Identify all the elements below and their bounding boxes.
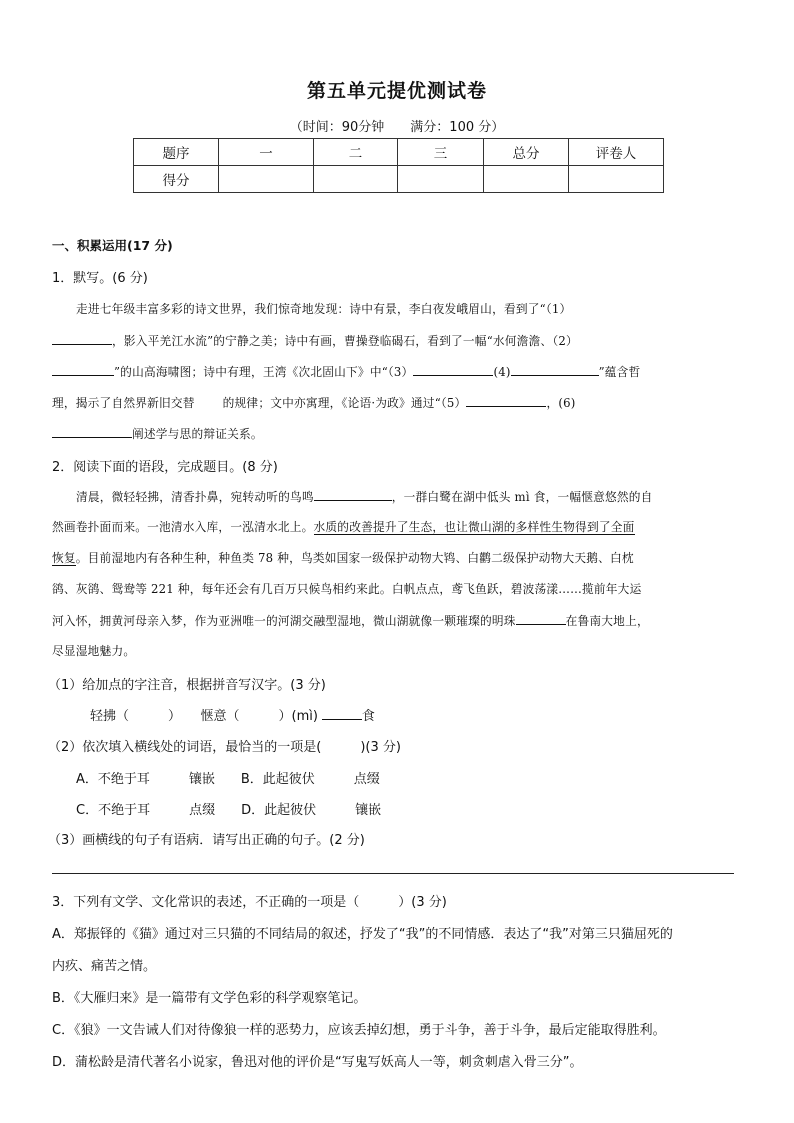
question-2-line: 河入怀，拥黄河母亲入梦，作为亚洲唯一的河湖交融型湿地，微山湖就像一颗璀璨的明珠 在鲁南大地上，	[52, 614, 649, 628]
question-1-line: ”的山高海啸图；诗中有理，王湾《次北固山下》中“（3） (4) ”蕴含哲	[52, 363, 640, 380]
question-1-line: 理，揭示了自然界新旧交替 的规律；文中亦寓理，《论语·为政》通过“（5） ，(6)	[52, 396, 576, 410]
sub-question-1-items: 轻拂（ ） 惬意（ ）(mì) 食	[90, 709, 375, 724]
option-d[interactable]: D．蒲松龄是清代著名小说家，鲁迅对他的评价是“写鬼写妖高人一等，刺贪刺虐入骨三分”。	[52, 1055, 583, 1070]
option-c[interactable]: C．《狼》一文告诫人们对待像狼一样的恶势力，应该丢掉幻想，勇于斗争，善于斗争，最后定能取得胜利。	[52, 1023, 666, 1038]
answer-line[interactable]	[52, 873, 734, 874]
question-1-title: 1．默写。(6 分)	[52, 271, 148, 286]
answer-blank[interactable]	[466, 394, 546, 407]
score-table	[133, 138, 664, 193]
answer-blank[interactable]	[322, 707, 362, 720]
question-2-line: 然画卷扑面而来。一池清水入库，一泓清水北上。水质的改善提升了生态，也让微山湖的多样性生物得到了全面	[52, 520, 635, 534]
question-2-line: 尽显湿地魅力。	[52, 644, 136, 658]
question-1-line: ，影入平羌江水流”的宁静之美；诗中有画，曹操登临碣石，看到了一幅“水何澹澹、（2）	[52, 332, 578, 349]
table-cell: 二	[314, 139, 398, 166]
score-table-header-row	[134, 139, 664, 166]
question-2-line: 鹆、灰鹆、鸳鸯等 221 种，每年还会有几百万只候鸟相约来此。白帆点点，鸢飞鱼跃，碧波荡漾……揽前年大运	[52, 582, 642, 596]
sub-question-1: （1）给加点的字注音，根据拼音写汉字。(3 分)	[48, 678, 326, 693]
question-2-line: 恢复。目前湿地内有各种生种，种鱼类 78 种，鸟类如国家一级保护动物大鸨、白鹳二级保护动物大天鹅、白枕	[52, 551, 634, 565]
section-heading: 一、积累运用(17 分)	[52, 238, 173, 253]
full-score: 满分：100 分）	[410, 120, 505, 135]
question-1-line: 阐述学与思的辩证关系。	[52, 425, 263, 442]
score-input-cell[interactable]	[398, 166, 484, 193]
table-cell: 得分	[134, 166, 219, 193]
underlined-sentence: 水质的改善提升了生态，也让微山湖的多样性生物得到了全面	[313, 520, 635, 534]
answer-blank[interactable]	[413, 363, 493, 376]
sub-question-2: （2）依次填入横线处的词语，最恰当的一项是( )(3 分)	[48, 740, 401, 755]
table-cell: 评卷人	[569, 139, 664, 166]
option-a-b[interactable]: A．不绝于耳 镶嵌 B．此起彼伏 点缀	[76, 772, 380, 787]
answer-blank[interactable]	[511, 363, 599, 376]
option-a-continued: 内疚、痛苦之情。	[52, 959, 157, 974]
option-a[interactable]: A．郑振铎的《猫》通过对三只猫的不同结局的叙述，抒发了“我”的不同情感．表达了“我”对第三只猫屈死的	[52, 927, 673, 942]
answer-blank[interactable]	[516, 612, 566, 625]
score-table-score-row	[134, 166, 664, 193]
question-1-line: 走进七年级丰富多彩的诗文世界，我们惊奇地发现：诗中有景，李白夜发峨眉山，看到了“（1）	[76, 302, 572, 316]
score-input-cell[interactable]	[569, 166, 664, 193]
question-2-line: 清晨，微轻轻拂，清香扑鼻，宛转动听的鸟鸣 ，一群白鹭在湖中低头 mì 食，一幅惬意悠然的自	[76, 490, 653, 504]
page-title: 第五单元提优测试卷	[306, 80, 487, 102]
underlined-sentence: 恢复	[52, 551, 76, 565]
answer-blank[interactable]	[52, 363, 114, 376]
sub-question-3: （3）画横线的句子有语病．请写出正确的句子。(2 分)	[48, 833, 365, 848]
table-cell: 一	[219, 139, 314, 166]
table-cell: 总分	[484, 139, 569, 166]
score-input-cell[interactable]	[219, 166, 314, 193]
time-limit: （时间：90分钟	[289, 120, 385, 135]
score-input-cell[interactable]	[314, 166, 398, 193]
question-2-title: 2．阅读下面的语段，完成题目。(8 分)	[52, 460, 278, 475]
answer-blank[interactable]	[52, 332, 112, 345]
answer-blank[interactable]	[314, 488, 392, 501]
score-input-cell[interactable]	[484, 166, 569, 193]
answer-blank[interactable]	[52, 425, 132, 438]
table-cell: 三	[398, 139, 484, 166]
question-3-title: 3．下列有文学、文化常识的表述，不正确的一项是（ ）(3 分)	[52, 895, 447, 910]
option-b[interactable]: B．《大雁归来》是一篇带有文学色彩的科学观察笔记。	[52, 991, 367, 1006]
table-cell: 题序	[134, 139, 219, 166]
option-c-d[interactable]: C．不绝于耳 点缀 D．此起彼伏 镶嵌	[76, 803, 382, 818]
exam-info	[0, 116, 794, 135]
